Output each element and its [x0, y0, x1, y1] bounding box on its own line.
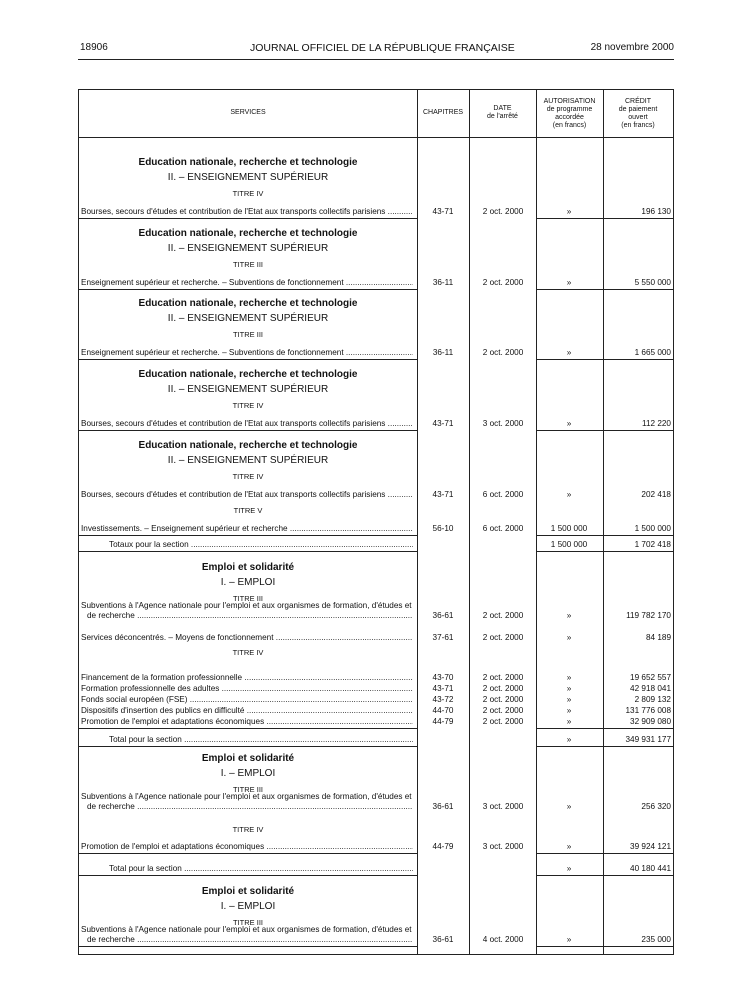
service-label: Financement de la formation professionnelle ..... — [81, 673, 413, 683]
service-label: Fonds social européen (FSE) ..... — [81, 695, 413, 705]
titre-heading: TITRE III — [233, 785, 263, 794]
autorisation-cell: » — [566, 490, 572, 499]
publication-date: 28 novembre 2000 — [590, 42, 674, 53]
autorisation-cell: » — [566, 695, 572, 704]
autorisation-cell: » — [566, 348, 572, 357]
amount-rule — [537, 853, 673, 854]
header-rule — [78, 59, 674, 60]
chapitre-cell: 56-10 — [432, 524, 454, 533]
service-rule — [79, 359, 417, 360]
section-subtitle: II. – ENSEIGNEMENT SUPÉRIEUR — [167, 243, 329, 254]
section-subtitle: I. – EMPLOI — [220, 577, 276, 588]
total-rule — [537, 746, 673, 747]
service-rule — [79, 535, 417, 536]
titre-heading: TITRE V — [233, 506, 263, 515]
credit-cell: 32 909 080 — [630, 717, 671, 726]
titre-heading: TITRE III — [233, 330, 263, 339]
date-cell: 2 oct. 2000 — [482, 278, 524, 287]
service-rule — [79, 946, 417, 947]
service-label-continued: de recherche ..... — [87, 935, 413, 945]
autorisation-cell: » — [566, 717, 572, 726]
section-title: Emploi et solidarité — [201, 886, 295, 897]
service-label: Dispositifs d'insertion des publics en difficulté ..... — [81, 706, 413, 716]
chapitre-cell: 43-71 — [432, 684, 454, 693]
chapitre-cell: 44-79 — [432, 842, 454, 851]
chapitre-cell: 43-71 — [432, 419, 454, 428]
autorisation-cell: » — [566, 706, 572, 715]
service-label: Investissements. – Enseignement supérieur et recherche ..... — [81, 524, 413, 534]
chapitre-cell: 44-70 — [432, 706, 454, 715]
section-title: Emploi et solidarité — [201, 562, 295, 573]
credit-cell: 119 782 170 — [626, 611, 671, 620]
date-cell: 4 oct. 2000 — [482, 935, 524, 944]
chapitre-cell: 36-11 — [432, 278, 454, 287]
section-subtitle: I. – EMPLOI — [220, 901, 276, 912]
total-label: Total pour la section ..... — [109, 864, 413, 874]
autorisation-cell: » — [566, 633, 572, 642]
section-subtitle: II. – ENSEIGNEMENT SUPÉRIEUR — [167, 455, 329, 466]
section-subtitle: I. – EMPLOI — [220, 768, 276, 779]
amount-rule — [537, 430, 673, 431]
total-credit-cell: 40 180 441 — [630, 864, 671, 873]
col-header-credit-line4: (en francs) — [621, 122, 655, 129]
section-title: Education nationale, recherche et technologie — [138, 298, 358, 309]
service-label: Subventions à l'Agence nationale pour l'emploi et aux organismes de formation, d'études et — [81, 925, 412, 934]
service-label: Bourses, secours d'études et contribution de l'Etat aux transports collectifs parisiens ..... — [81, 207, 413, 217]
chapitre-cell: 43-71 — [432, 207, 454, 216]
chapitre-cell: 37-61 — [432, 633, 454, 642]
autorisation-cell: » — [566, 611, 572, 620]
total-credit-cell: 349 931 177 — [625, 735, 671, 744]
amount-rule — [537, 946, 673, 947]
col-header-autorisation-line3: accordée — [555, 114, 584, 121]
col-header-credit-line1: CRÉDIT — [624, 98, 652, 105]
credit-cell: 1 665 000 — [634, 348, 671, 357]
service-rule — [79, 728, 417, 729]
col-header-credit-line2: de paiement — [618, 106, 658, 113]
date-cell: 2 oct. 2000 — [482, 207, 524, 216]
total-credit-cell: 1 702 418 — [634, 540, 671, 549]
service-label: Subventions à l'Agence nationale pour l'emploi et aux organismes de formation, d'études et — [81, 601, 412, 610]
service-rule — [79, 746, 417, 747]
autorisation-cell: » — [566, 842, 572, 851]
credit-cell: 202 418 — [641, 490, 671, 499]
titre-heading: TITRE III — [233, 594, 263, 603]
col-divider-date — [469, 90, 470, 954]
chapitre-cell: 43-71 — [432, 490, 454, 499]
total-autorisation-cell: » — [566, 735, 572, 744]
section-subtitle: II. – ENSEIGNEMENT SUPÉRIEUR — [167, 172, 329, 183]
credit-cell: 2 809 132 — [634, 695, 671, 704]
chapitre-cell: 36-11 — [432, 348, 454, 357]
autorisation-cell: » — [566, 673, 572, 682]
amount-rule — [537, 728, 673, 729]
chapitre-cell: 44-79 — [432, 717, 454, 726]
service-rule — [79, 853, 417, 854]
total-autorisation-cell: 1 500 000 — [550, 540, 588, 549]
credit-cell: 39 924 121 — [630, 842, 671, 851]
section-subtitle: II. – ENSEIGNEMENT SUPÉRIEUR — [167, 313, 329, 324]
date-cell: 2 oct. 2000 — [482, 717, 524, 726]
service-label: Bourses, secours d'études et contribution de l'Etat aux transports collectifs parisiens ..... — [81, 490, 413, 500]
credit-cell: 131 776 008 — [625, 706, 671, 715]
page-number: 18906 — [80, 42, 108, 53]
autorisation-cell: » — [566, 802, 572, 811]
autorisation-cell: » — [566, 278, 572, 287]
autorisation-cell: » — [566, 684, 572, 693]
section-title: Education nationale, recherche et technologie — [138, 369, 358, 380]
chapitre-cell: 43-70 — [432, 673, 454, 682]
titre-heading: TITRE IV — [232, 825, 264, 834]
credit-cell: 235 000 — [641, 935, 671, 944]
service-label: Promotion de l'emploi et adaptations économiques ..... — [81, 842, 413, 852]
amount-rule — [537, 535, 673, 536]
col-header-chapitres: CHAPITRES — [422, 109, 464, 116]
service-rule — [79, 289, 417, 290]
service-label: Bourses, secours d'études et contribution de l'Etat aux transports collectifs parisiens ..... — [81, 419, 413, 429]
col-header-autorisation — [536, 98, 603, 130]
header-bottom-rule — [79, 137, 673, 138]
chapitre-cell: 36-61 — [432, 611, 454, 620]
titre-heading: TITRE IV — [232, 189, 264, 198]
autorisation-cell: » — [566, 207, 572, 216]
amount-rule — [537, 289, 673, 290]
section-title: Education nationale, recherche et technologie — [138, 157, 358, 168]
titre-heading: TITRE IV — [232, 472, 264, 481]
date-cell: 2 oct. 2000 — [482, 684, 524, 693]
col-header-date — [469, 105, 536, 121]
service-rule — [79, 218, 417, 219]
credit-cell: 84 189 — [645, 633, 671, 642]
titre-heading: TITRE III — [233, 260, 263, 269]
col-header-autorisation-line4: (en francs) — [552, 122, 587, 129]
amount-rule — [537, 359, 673, 360]
service-label: Enseignement supérieur et recherche. – Subventions de fonctionnement ..... — [81, 278, 413, 288]
date-cell: 3 oct. 2000 — [482, 842, 524, 851]
amount-rule — [537, 218, 673, 219]
section-subtitle: II. – ENSEIGNEMENT SUPÉRIEUR — [167, 384, 329, 395]
service-label-continued: de recherche ..... — [87, 802, 413, 812]
credit-cell: 196 130 — [641, 207, 671, 216]
col-header-date-line1: DATE — [493, 105, 512, 112]
credits-table — [78, 89, 674, 955]
col-divider-chapitres — [417, 90, 418, 954]
date-cell: 2 oct. 2000 — [482, 673, 524, 682]
section-title: Education nationale, recherche et technologie — [138, 440, 358, 451]
date-cell: 2 oct. 2000 — [482, 348, 524, 357]
date-cell: 3 oct. 2000 — [482, 802, 524, 811]
service-label-continued: de recherche ..... — [87, 611, 413, 621]
autorisation-cell: » — [566, 419, 572, 428]
credit-cell: 19 652 557 — [630, 673, 671, 682]
date-cell: 2 oct. 2000 — [482, 611, 524, 620]
chapitre-cell: 43-72 — [432, 695, 454, 704]
titre-heading: TITRE IV — [232, 648, 264, 657]
service-rule — [79, 551, 417, 552]
service-rule — [79, 430, 417, 431]
credit-cell: 42 918 041 — [630, 684, 671, 693]
total-autorisation-cell: » — [566, 864, 572, 873]
col-header-autorisation-line2: de programme — [546, 106, 593, 113]
col-header-services: SERVICES — [230, 109, 266, 116]
date-cell: 6 oct. 2000 — [482, 524, 524, 533]
service-label: Promotion de l'emploi et adaptations économiques ..... — [81, 717, 413, 727]
titre-heading: TITRE IV — [232, 401, 264, 410]
credit-cell: 256 320 — [641, 802, 671, 811]
date-cell: 6 oct. 2000 — [482, 490, 524, 499]
autorisation-cell: 1 500 000 — [550, 524, 588, 533]
date-cell: 3 oct. 2000 — [482, 419, 524, 428]
service-label: Subventions à l'Agence nationale pour l'emploi et aux organismes de formation, d'études et — [81, 792, 412, 801]
service-rule — [79, 875, 417, 876]
journal-title: JOURNAL OFFICIEL DE LA RÉPUBLIQUE FRANÇAISE — [250, 42, 515, 54]
credit-cell: 5 550 000 — [634, 278, 671, 287]
total-label: Totaux pour la section ..... — [109, 540, 413, 550]
date-cell: 2 oct. 2000 — [482, 706, 524, 715]
section-title: Emploi et solidarité — [201, 753, 295, 764]
total-label: Total pour la section ..... — [109, 735, 413, 745]
credit-cell: 112 220 — [642, 419, 671, 428]
service-label: Formation professionnelle des adultes ..... — [81, 684, 413, 694]
col-header-autorisation-line1: AUTORISATION — [543, 98, 596, 105]
col-header-credit-line3: ouvert — [628, 114, 648, 121]
col-header-credit — [603, 98, 673, 130]
titre-heading: TITRE III — [233, 918, 263, 927]
date-cell: 2 oct. 2000 — [482, 633, 524, 642]
col-divider-credit — [603, 90, 604, 954]
section-title: Education nationale, recherche et technologie — [138, 228, 358, 239]
service-label: Enseignement supérieur et recherche. – Subventions de fonctionnement ..... — [81, 348, 413, 358]
total-rule — [537, 551, 673, 552]
service-label: Services déconcentrés. – Moyens de fonctionnement ..... — [81, 633, 413, 643]
date-cell: 2 oct. 2000 — [482, 695, 524, 704]
chapitre-cell: 36-61 — [432, 802, 454, 811]
autorisation-cell: » — [566, 935, 572, 944]
chapitre-cell: 36-61 — [432, 935, 454, 944]
col-divider-autorisation — [536, 90, 537, 954]
col-header-date-line2: de l'arrêté — [487, 113, 518, 120]
credit-cell: 1 500 000 — [634, 524, 671, 533]
total-rule — [537, 875, 673, 876]
